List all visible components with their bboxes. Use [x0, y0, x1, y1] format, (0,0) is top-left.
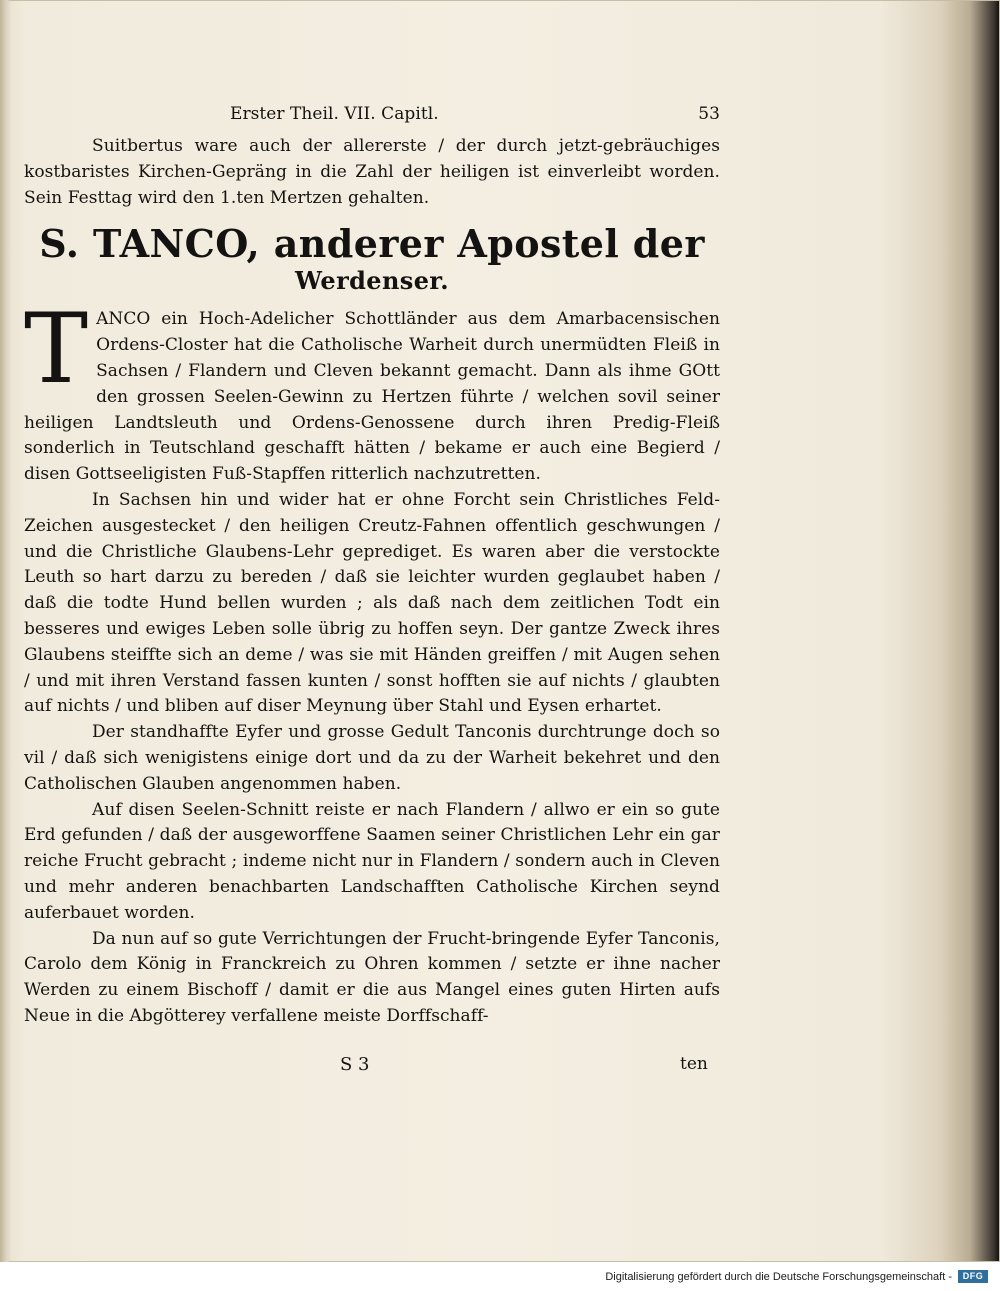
body-paragraph-4: Da nun auf so gute Verrichtungen der Frucht-bringende Eyfer Tanconis, Carolo dem König in Franckreich zu Ohren kommen / setzte er ihne nacher Werden zu einem Bischoff / damit er die aus Mangel eines guten Hirten aufs Neue in die Abgötterey verfallene meiste Dorffschaff- — [24, 928, 720, 1026]
page-content — [24, 100, 720, 1030]
section-title: S. TANCO, anderer Apostel der — [39, 221, 705, 267]
drop-cap: T — [24, 293, 89, 406]
digitization-footer — [0, 1262, 1000, 1291]
first-paragraph: ANCO ein Hoch-Adelicher Schottländer aus dem Amarbacensischen Ordens-Closter hat die Catholische Warheit durch unermüdten Fleiß in Sachsen / Flandern und Cleven bekannt gemacht. Dann als ihme GOtt den grossen Seelen-Gewinn zu Hertzen führte / welchen sovil seiner heiligen Landtsleuth und Ordens-Genossene durch ihren Predig-Fleiß sonderlich in Teutschland geschafft hätten / bekame er auch eine Begierd / disen Gottseeligisten Fuß-Stapffen ritterlich nachzutretten. — [24, 309, 720, 485]
page-number: 53 — [698, 104, 720, 124]
first-paragraph-block — [24, 293, 720, 488]
body-paragraph-3: Auf disen Seelen-Schnitt reiste er nach Flandern / allwo er ein so gute Erd gefunden / daß der ausgeworffene Saamen seiner Christlichen Lehr ein gar reiche Frucht gebracht ; indeme nicht nur in Flandern / sondern auch in Cleven und mehr anderen benachbarten Landschafften Catholische Kirchen seynd auferbauet worden. — [24, 799, 720, 923]
funding-credit: Digitalisierung gefördert durch die Deutsche Forschungsgemeinschaft - — [605, 1271, 952, 1283]
catchword: ten — [680, 1054, 708, 1074]
running-head-title: Erster Theil. VII. Capitl. — [230, 104, 439, 124]
body-paragraph-1: In Sachsen hin und wider hat er ohne Forcht sein Christliches Feld-Zeichen ausgestecket / den heiligen Creutz-Fahnen offentlich geschwungen / und die Christliche Glaubens-Lehr geprediget. Es waren aber die verstockte Leuth so hart darzu zu bereden / daß sie leichter wurden geglaubet haben / daß die todte Hund bellen wurden ; als daß nach dem zeitlichen Todt ein besseres und ewiges Leben solle übrig zu hoffen seyn. Der gantze Zweck ihres Glaubens steiffte sich an deme / was sie mit Händen greiffen / mit Augen sehen / und mit ihren Verstand fassen kunten / sonst hofften sie auf nichts / glaubten auf nichts / und bliben auf diser Meynung über Stahl und Eysen erhartet. — [24, 489, 720, 717]
dfg-logo: DFG — [958, 1270, 988, 1283]
body-paragraph-2: Der standhaffte Eyfer und grosse Gedult Tanconis durchtrunge doch so vil / daß sich wenigistens einige dort und da zu der Warheit bekehret und den Catholischen Glauben angenommen haben. — [24, 722, 720, 794]
signature-mark: S 3 — [340, 1054, 370, 1075]
intro-paragraph: Suitbertus ware auch der allererste / der durch jetzt-gebräuchiges kostbaristes Kirchen-Gepräng in die Zahl der heiligen ist einverleibt worden. Sein Festtag wird den 1.ten Mertzen gehalten. — [24, 136, 720, 208]
section-title-continued: Werdenser. — [295, 266, 449, 296]
running-head — [24, 100, 720, 130]
section-heading — [24, 221, 720, 297]
